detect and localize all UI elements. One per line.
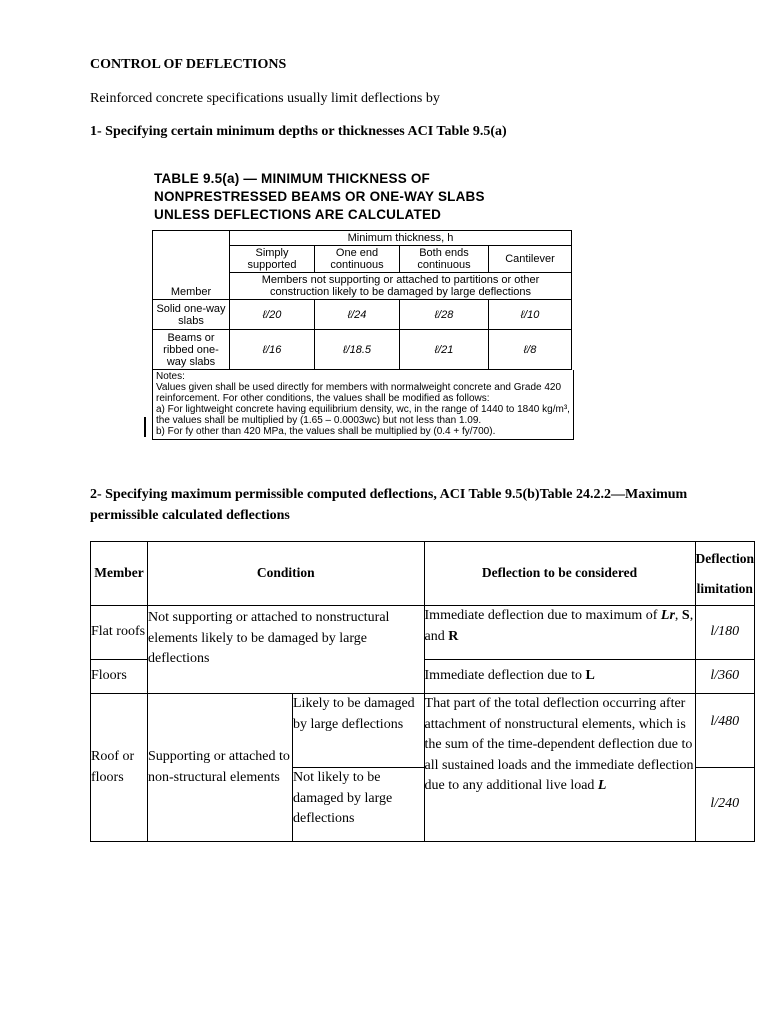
item-2-heading-line-1: 2- Specifying maximum permissible computed deflections, ACI Table 9.5(b)Table 24.2.2—Maximum	[90, 487, 688, 502]
condition-not-supporting: Not supporting or attached to nonstructural elements likely to be damaged by large deflections	[148, 606, 425, 694]
limit-360: l/360	[695, 660, 754, 694]
header-limitation	[695, 542, 754, 606]
flat-roofs-deflection: Immediate deflection due to maximum of Lr, S, and R	[424, 606, 695, 660]
header-limitation-line-2: limitation	[696, 580, 753, 596]
condition-supporting: Supporting or attached to non-structural elements	[148, 694, 293, 842]
total-deflection-text: That part of the total deflection occurring after attachment of nonstructural elements, which is the sum of the time-dependent deflection due to all sustained loads and the immediate deflection due to any additional live load	[424, 696, 694, 793]
members-note: Members not supporting or attached to partitions or other construction likely to be damaged by large deflections	[230, 273, 572, 300]
member-roof-or-floors: Roof or floors	[91, 694, 148, 842]
cell-value: ℓ/21	[400, 330, 489, 370]
figure-title-line-2: NONPRESTRESSED BEAMS OR ONE-WAY SLABS	[154, 189, 485, 204]
col-simply-supported: Simply supported	[230, 246, 315, 273]
member-floors: Floors	[91, 660, 148, 694]
deflection-limits-table	[90, 541, 755, 842]
col-both-ends-continuous: Both ends continuous	[400, 246, 489, 273]
header-condition: Condition	[148, 542, 425, 606]
table-9-5a-figure	[152, 170, 572, 460]
note-b: b) For fy other than 420 MPa, the values shall be multiplied by (0.4 + fy/700).	[156, 426, 496, 437]
note-a: a) For lightweight concrete having equilibrium density, wc, in the range of 1440 to 1840 kg/m³, the values shall be multiplied by (1.65 – 0.0003wc) but not less than 1.09.	[156, 404, 570, 426]
var-s: S	[681, 608, 690, 623]
cell-value: ℓ/20	[230, 300, 315, 330]
change-bar	[144, 417, 146, 437]
limit-480: l/480	[695, 694, 754, 768]
floors-deflection	[424, 660, 695, 694]
header-deflection: Deflection to be considered	[424, 542, 695, 606]
page-heading: CONTROL OF DEFLECTIONS	[90, 57, 287, 72]
figure-title-line-1: TABLE 9.5(a) — MINIMUM THICKNESS OF	[154, 171, 431, 186]
cell-value: ℓ/24	[315, 300, 400, 330]
row-beams-label: Beams or ribbed one-way slabs	[153, 330, 230, 370]
total-deflection	[424, 694, 695, 842]
intro-text: Reinforced concrete specifications usually limit deflections by	[90, 91, 440, 106]
flat-deflection-text: Immediate deflection due to maximum of	[424, 608, 658, 623]
notes-label: Notes:	[156, 371, 185, 382]
condition-not-likely: Not likely to be damaged by large deflections	[293, 768, 425, 842]
limit-180: l/180	[695, 606, 754, 660]
var-r: R	[448, 628, 459, 644]
condition-likely: Likely to be damaged by large deflections	[293, 694, 425, 768]
cell-value: ℓ/10	[489, 300, 572, 330]
cell-value: ℓ/28	[400, 300, 489, 330]
limit-240: l/240	[695, 768, 754, 842]
header-member: Member	[91, 542, 148, 606]
cell-value: ℓ/8	[489, 330, 572, 370]
min-thickness-header: Minimum thickness, h	[230, 231, 572, 246]
figure-notes	[152, 370, 574, 440]
notes-text: Values given shall be used directly for members with normalweight concrete and Grade 420 reinforcement. For other conditions, the values shall be modified as follows:	[156, 382, 562, 404]
member-flat-roofs: Flat roofs	[91, 606, 148, 660]
row-solid-slabs-label: Solid one-way slabs	[153, 300, 230, 330]
col-cantilever: Cantilever	[489, 246, 572, 273]
header-limitation-line-1: Deflection	[695, 550, 754, 566]
figure-title-line-3: UNLESS DEFLECTIONS ARE CALCULATED	[154, 207, 442, 222]
var-lr: Lr	[660, 608, 675, 623]
min-thickness-table	[152, 230, 572, 370]
floor-deflection-text: Immediate deflection due to	[424, 668, 582, 684]
col-one-end-continuous: One end continuous	[315, 246, 400, 273]
member-header: Member	[153, 231, 230, 300]
var-l-live: L	[597, 778, 607, 793]
var-l: L	[585, 668, 595, 684]
cell-value: ℓ/18.5	[315, 330, 400, 370]
item-2-heading-line-2: permissible calculated deflections	[90, 508, 290, 523]
item-1-heading: 1- Specifying certain minimum depths or thicknesses ACI Table 9.5(a)	[90, 124, 507, 139]
cell-value: ℓ/16	[230, 330, 315, 370]
